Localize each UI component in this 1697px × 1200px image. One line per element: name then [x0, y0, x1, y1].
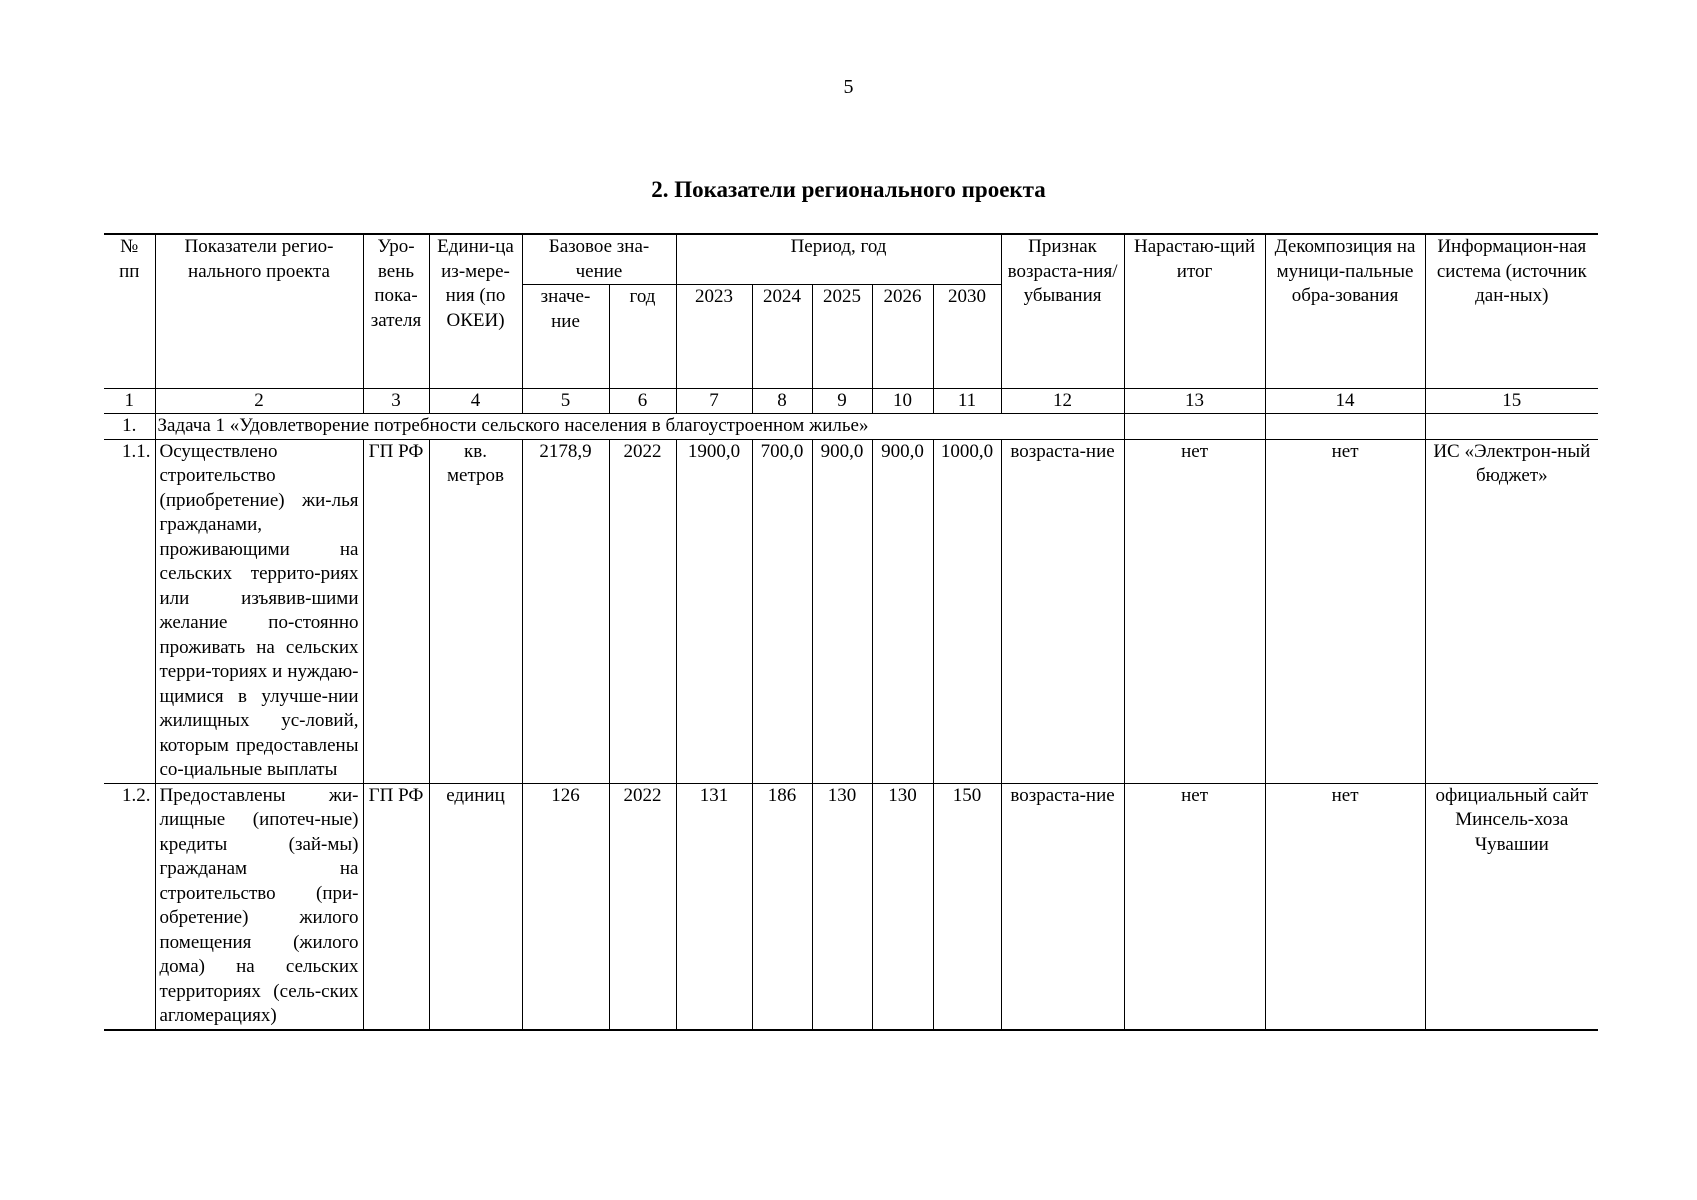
column-number: 4 [429, 389, 522, 414]
header-year-2025: 2025 [812, 285, 872, 389]
trend: возраста-ние [1001, 439, 1124, 783]
value-2025: 900,0 [812, 439, 872, 783]
header-year-2024: 2024 [752, 285, 812, 389]
header-indicator: Показатели регио-нального проекта [155, 234, 363, 389]
column-number: 10 [872, 389, 933, 414]
indicator-level: ГП РФ [363, 783, 429, 1030]
value-2025: 130 [812, 783, 872, 1030]
task-number: 1. [104, 414, 155, 440]
header-period: Период, год [676, 234, 1001, 285]
header-base-year: год [609, 285, 676, 389]
column-number: 1 [104, 389, 155, 414]
cumulative: нет [1124, 783, 1265, 1030]
indicator-unit: кв. метров [429, 439, 522, 783]
column-number: 3 [363, 389, 429, 414]
column-number: 8 [752, 389, 812, 414]
value-2026: 900,0 [872, 439, 933, 783]
row-number: 1.2. [104, 783, 155, 1030]
column-number: 15 [1425, 389, 1598, 414]
section-title: 2. Показатели регионального проекта [651, 177, 1046, 202]
value-2024: 186 [752, 783, 812, 1030]
indicator-unit: единиц [429, 783, 522, 1030]
column-number: 9 [812, 389, 872, 414]
column-number: 13 [1124, 389, 1265, 414]
header-row-1 [104, 234, 1598, 285]
header-year-2030: 2030 [933, 285, 1001, 389]
value-2024: 700,0 [752, 439, 812, 783]
table-row [104, 783, 1598, 1030]
value-2023: 1900,0 [676, 439, 752, 783]
row-number: 1.1. [104, 439, 155, 783]
column-numbers-row [104, 389, 1598, 414]
indicator-name: Предоставлены жи-лищные (ипотеч-ные) кредиты (зай-мы) гражданам на строительство (при-обретение) жилого помещения (жилого дома) на сельских территориях (сель-ских агломерациях) [155, 783, 363, 1030]
data-source: официальный сайт Минсель-хоза Чувашии [1425, 783, 1598, 1030]
column-number: 7 [676, 389, 752, 414]
header-year-2023: 2023 [676, 285, 752, 389]
base-value: 126 [522, 783, 609, 1030]
trend: возраста-ние [1001, 783, 1124, 1030]
value-2023: 131 [676, 783, 752, 1030]
decomposition: нет [1265, 783, 1425, 1030]
column-number: 5 [522, 389, 609, 414]
header-base-value: значе-ние [522, 285, 609, 389]
column-number: 14 [1265, 389, 1425, 414]
data-source: ИС «Электрон-ный бюджет» [1425, 439, 1598, 783]
header-source: Информацион-ная система (источник дан-ных) [1425, 234, 1598, 389]
header-num: № пп [104, 234, 155, 389]
value-2030: 150 [933, 783, 1001, 1030]
task-empty-cell [1124, 414, 1265, 440]
base-year: 2022 [609, 439, 676, 783]
task-empty-cell [1265, 414, 1425, 440]
column-number: 6 [609, 389, 676, 414]
cumulative: нет [1124, 439, 1265, 783]
indicator-level: ГП РФ [363, 439, 429, 783]
task-title: Задача 1 «Удовлетворение потребности сельского населения в благоустроенном жилье» [155, 414, 1124, 440]
header-decomposition: Декомпозиция на муници-пальные обра-зования [1265, 234, 1425, 389]
header-unit: Едини-ца из-мере-ния (по ОКЕИ) [429, 234, 522, 389]
indicator-name: Осуществлено строительство (приобретение) жи-лья гражданами, проживающими на сельских террито-риях или изъявив-шими желание по-стоянно проживать на сельских терри-ториях и нуждаю-щимися в улучше-нии жилищных ус-ловий, которым предоставлены со-циальные выплаты [155, 439, 363, 783]
column-number: 12 [1001, 389, 1124, 414]
table-row [104, 439, 1598, 783]
column-number: 11 [933, 389, 1001, 414]
page-number: 5 [843, 76, 854, 98]
base-value: 2178,9 [522, 439, 609, 783]
value-2026: 130 [872, 783, 933, 1030]
value-2030: 1000,0 [933, 439, 1001, 783]
task-row [104, 414, 1598, 440]
base-year: 2022 [609, 783, 676, 1030]
decomposition: нет [1265, 439, 1425, 783]
indicators-table [104, 233, 1598, 1031]
header-trend: Признак возраста-ния/ убывания [1001, 234, 1124, 389]
task-empty-cell [1425, 414, 1598, 440]
column-number: 2 [155, 389, 363, 414]
header-base: Базовое зна-чение [522, 234, 676, 285]
header-level: Уро-вень пока-зателя [363, 234, 429, 389]
header-year-2026: 2026 [872, 285, 933, 389]
header-cumulative: Нарастаю-щий итог [1124, 234, 1265, 389]
